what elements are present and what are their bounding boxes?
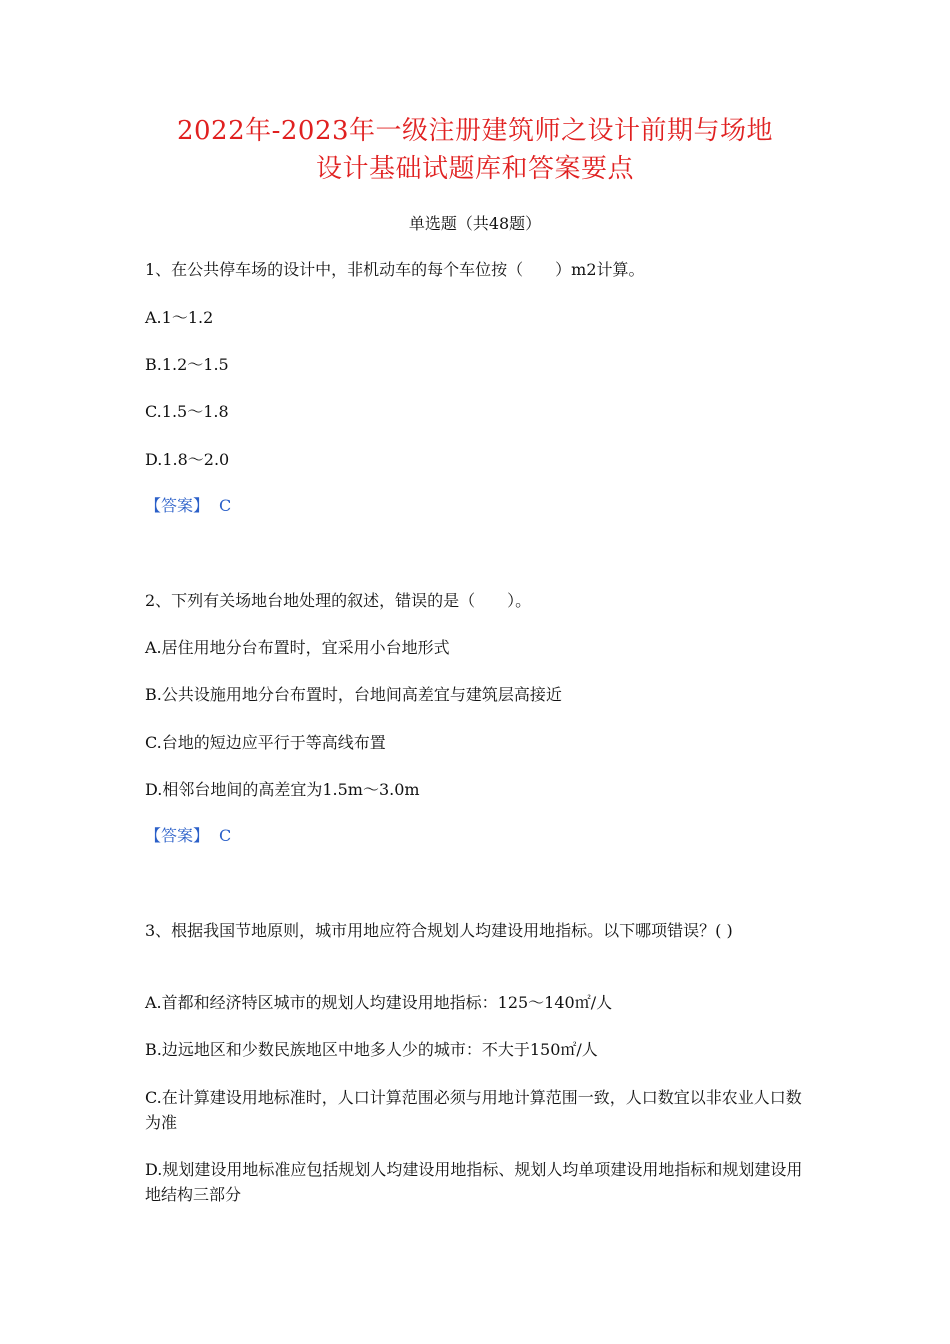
document-title (120, 112, 830, 188)
answer-value: C (219, 496, 232, 515)
question-2-stem: 2、下列有关场地台地处理的叙述，错误的是（ ）。 (145, 591, 532, 610)
title-line-1: 2022年-2023年一级注册建筑师之设计前期与场地 (176, 116, 774, 146)
question-3-option-d: D.规划建设用地标准应包括规划人均建设用地指标、规划人均单项建设用地指标和规划建设用地结构三部分 (145, 1160, 803, 1204)
question-1-option-a: A.1～1.2 (145, 308, 214, 327)
question-3-stem: 3、根据我国节地原则，城市用地应符合规划人均建设用地指标。以下哪项错误？( ) (145, 921, 733, 940)
answer-value: C (219, 826, 232, 845)
question-3-option-b: B.边远地区和少数民族地区中地多人少的城市：不大于150㎡/人 (145, 1040, 598, 1059)
answer-tag: 【答案】 (145, 496, 210, 515)
title-line-2: 设计基础试题库和答案要点 (315, 154, 634, 184)
question-3-option-a: A.首都和经济特区城市的规划人均建设用地指标：125～140㎡/人 (145, 993, 613, 1012)
question-2-option-a: A.居住用地分台布置时，宜采用小台地形式 (145, 638, 450, 657)
section-heading: 单选题（共48题） (408, 214, 542, 233)
question-2-option-d: D.相邻台地间的高差宜为1.5m～3.0m (145, 780, 420, 799)
question-1-option-d: D.1.8～2.0 (145, 450, 230, 469)
question-2-option-c: C.台地的短边应平行于等高线布置 (145, 733, 386, 752)
question-3-option-c: C.在计算建设用地标准时，人口计算范围必须与用地计算范围一致，人口数宜以非农业人口数为准 (145, 1088, 802, 1132)
question-1-option-c: C.1.5～1.8 (145, 402, 229, 421)
question-1-stem: 1、在公共停车场的设计中，非机动车的每个车位按（ ）m2计算。 (145, 260, 645, 279)
question-1-option-b: B.1.2～1.5 (145, 355, 229, 374)
answer-tag: 【答案】 (145, 826, 210, 845)
question-2-answer (145, 824, 231, 848)
question-2-option-b: B.公共设施用地分台布置时，台地间高差宜与建筑层高接近 (145, 685, 562, 704)
question-1-answer (145, 494, 231, 518)
